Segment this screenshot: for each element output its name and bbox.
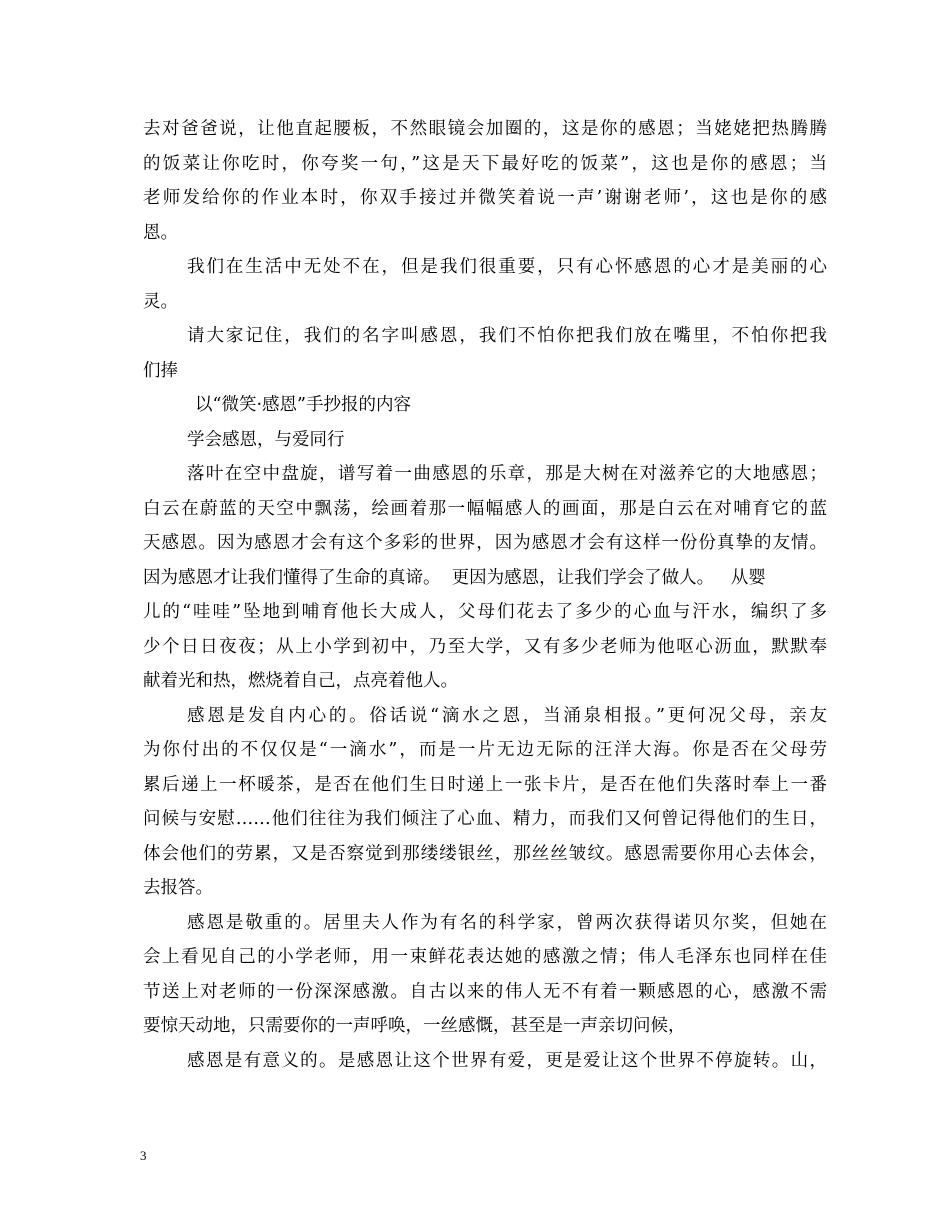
- text-line: 献着光和热，燃烧着自己，点亮着他人。: [143, 671, 458, 691]
- text-line: 落叶在空中盘旋，谱写着一曲感恩的乐章，那是大树在对滋养它的大地感恩；: [187, 464, 827, 484]
- text-line: 体会他们的劳累，又是否察觉到那缕缕银丝，那丝丝皱纹。感恩需要你用心去体会，: [143, 843, 827, 864]
- text-line: 为你付出的不仅仅是“一滴水”，而是一片无边无际的汪洋大海。你是否在父母劳: [143, 740, 827, 760]
- text-line: 要惊天动地，只需要你的一声呼唤，一丝感慨，甚至是一声亲切问候，: [143, 1016, 686, 1036]
- page-number: 3: [140, 1148, 147, 1163]
- text-line: 老师发给你的作业本时，你双手接过并微笑着说一声’谢谢老师’，这也是你的感: [143, 188, 827, 208]
- text-line: 去报答。: [143, 878, 213, 898]
- text-line: 的饭菜让你吃时，你夸奖一句，”这是天下最好吃的饭菜”，这也是你的感恩；当: [143, 153, 827, 174]
- text-line: 感恩是有意义的。是感恩让这个世界有爱，更是爱让这个世界不停旋转。山，: [187, 1050, 827, 1071]
- text-line: 请大家记住，我们的名字叫感恩，我们不怕你把我们放在嘴里，不怕你把我: [187, 326, 827, 346]
- text-line: 因为感恩才让我们懂得了生命的真谛。 更因为感恩，让我们学会了做人。 从婴: [143, 567, 766, 588]
- text-line: 灵。: [143, 291, 178, 312]
- text-line: 白云在蔚蓝的天空中飘荡，绘画着那一幅幅感人的画面，那是白云在对哺育它的蓝: [143, 498, 827, 519]
- text-line: 儿的“哇哇”坠地到哺育他长大成人，父母们花去了多少的心血与汗水，编织了多: [143, 602, 827, 622]
- text-line: 我们在生活中无处不在，但是我们很重要，只有心怀感恩的心才是美丽的心: [187, 257, 827, 277]
- section-subheading: 学会感恩，与爱同行: [187, 429, 345, 450]
- text-line: 天感恩。因为感恩才会有这个多彩的世界，因为感恩才会有这样一份份真挚的友情。: [143, 533, 827, 553]
- text-line: 少个日日夜夜；从上小学到初中，乃至大学，又有多少老师为他呕心沥血，默默奉: [143, 636, 827, 657]
- text-line: 节送上对老师的一份深深感激。自古以来的伟人无不有着一颗感恩的心，感激不需: [143, 981, 827, 1002]
- section-heading: 以“微笑·感恩”手抄报的内容: [195, 395, 411, 415]
- text-line: 会上看见自己的小学老师，用一束鲜花表达她的感激之情；伟人毛泽东也同样在佳: [143, 947, 827, 967]
- text-line: 问候与安慰……他们往往为我们倾注了心血、精力，而我们又何曾记得他们的生日，: [143, 809, 827, 829]
- text-line: 们捧: [143, 360, 178, 381]
- text-line: 感恩是发自内心的。俗话说“滴水之恩，当涌泉相报。”更何况父母，亲友: [187, 705, 827, 726]
- document-body: [143, 112, 827, 1078]
- text-line: 去对爸爸说，让他直起腰板，不然眼镜会加圈的，这是你的感恩；当姥姥把热腾腾: [143, 119, 827, 139]
- text-line: 累后递上一杯暖茶，是否在他们生日时递上一张卡片，是否在他们失落时奉上一番: [143, 774, 827, 795]
- text-line: 恩。: [143, 222, 178, 243]
- text-line: 感恩是敬重的。居里夫人作为有名的科学家，曾两次获得诺贝尔奖，但她在: [187, 912, 827, 933]
